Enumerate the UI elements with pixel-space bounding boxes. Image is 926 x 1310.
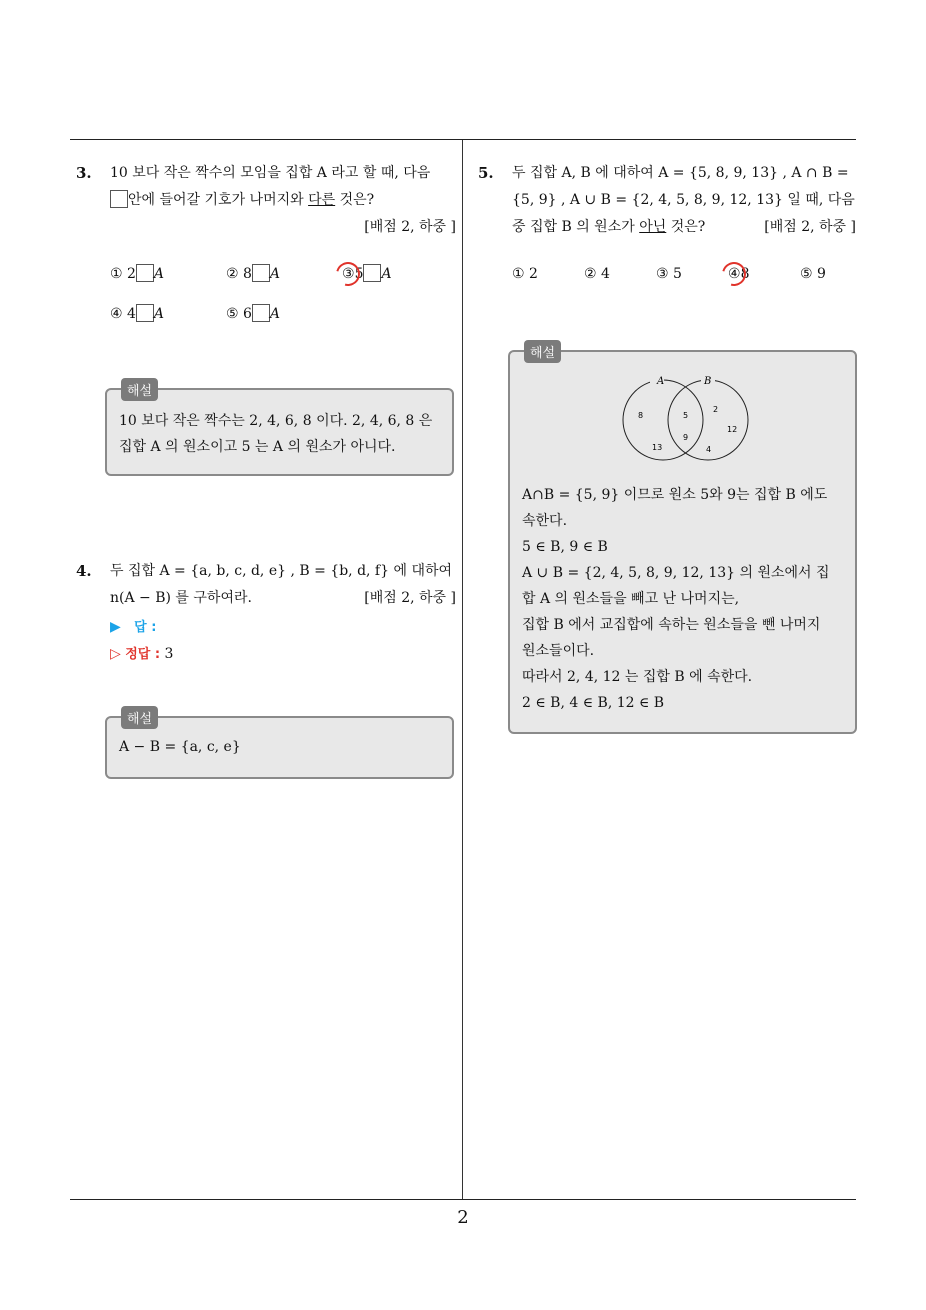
venn-element: 13	[652, 443, 663, 452]
explanation-text: A − B = {a, c, e}	[119, 739, 241, 755]
venn-element: 2	[713, 405, 719, 414]
underlined-word: 아닌	[639, 219, 667, 235]
question-line: 10 보다 작은 짝수의 모임을 집합 A 라고 할 때, 다음	[110, 165, 431, 181]
choice-1[interactable]: ① 2 A	[110, 266, 165, 282]
question-line: 두 집합 A = {a, b, c, d, e} , B = {b, d, f} 에 대하여	[110, 563, 453, 579]
selected-answer-mark	[332, 258, 365, 291]
blank-box	[252, 304, 270, 322]
set-a-circle	[623, 380, 703, 460]
top-rule	[70, 139, 856, 140]
play-arrow-icon: ▶	[110, 619, 121, 635]
outline-arrow-icon: ▷	[110, 646, 121, 662]
choice-2[interactable]: ② 8 A	[226, 266, 281, 282]
venn-element: 4	[706, 445, 712, 454]
venn-diagram	[610, 370, 760, 470]
explanation-text: A∩B = {5, 9} 이므로 원소 5와 9는 집합 B 에도 속한다. 5 ∈ B, 9 ∈ B A ∪ B = {2, 4, 5, 8, 9, 12, 13} 의 원소에서 집 합 A 의 원소들을 빼고 난 나머지는, 집합 B 에서 교집합에 속하는 원소들을 뺀 나머지 원소들이다. 따라서 2, 4, 12 는 집합 B 에 속한다. 2 ∈ B, 4 ∈ B, 12 ∈ B	[522, 487, 830, 711]
venn-element: 8	[638, 411, 644, 420]
page-number: 2	[457, 1207, 469, 1228]
explanation-box	[105, 712, 454, 779]
set-a-label: A	[657, 376, 665, 387]
blank-box	[110, 190, 128, 208]
blank-box	[136, 304, 154, 322]
explanation-tag: 해설	[524, 340, 561, 363]
selected-answer-mark	[718, 258, 751, 291]
blank-box	[252, 264, 270, 282]
explanation-text: 10 보다 작은 짝수는 2, 4, 6, 8 이다. 2, 4, 6, 8 은 집합 A 의 원소이고 5 는 A 의 원소가 아니다.	[119, 413, 433, 455]
blank-box	[363, 264, 381, 282]
choice-3[interactable]: ③ 5	[656, 266, 682, 282]
right-column	[478, 160, 860, 740]
choices	[512, 266, 852, 296]
points-label: [배점 2, 하중 ]	[364, 219, 456, 235]
points-label: [배점 2, 하중 ]	[364, 590, 456, 606]
choice-3[interactable]: ③5 A	[342, 264, 392, 282]
choice-4[interactable]: ④8	[728, 266, 749, 282]
explanation-tag: 해설	[121, 706, 158, 729]
choice-5[interactable]: ⑤ 6 A	[226, 306, 281, 322]
bottom-rule	[70, 1199, 856, 1200]
question-text	[110, 558, 456, 668]
question-line: 두 집합 A, B 에 대하여 A = {5, 8, 9, 13} , A ∩ B =	[512, 165, 849, 181]
question-line: 중 집합 B 의 원소가 아닌 것은? [배점 2, 하중 ]	[512, 214, 856, 241]
question-text	[110, 160, 456, 241]
choice-4[interactable]: ④ 4 A	[110, 306, 165, 322]
question-line: {5, 9} , A ∪ B = {2, 4, 5, 8, 9, 12, 13} 일 때, 다음	[512, 192, 855, 208]
correct-answer-line: ▷ 정답 : 3	[110, 646, 174, 662]
choice-5[interactable]: ⑤ 9	[800, 266, 826, 282]
venn-element: 5	[683, 411, 689, 420]
question-text	[512, 160, 856, 241]
blank-box	[136, 264, 154, 282]
underlined-word: 다른	[308, 192, 336, 208]
choice-2[interactable]: ② 4	[584, 266, 610, 282]
question-line: n(A − B) 를 구하여라. [배점 2, 하중 ]	[110, 585, 456, 612]
venn-element: 9	[683, 433, 689, 442]
question-number: 5.	[478, 164, 494, 182]
points-label: [배점 2, 하중 ]	[764, 219, 856, 235]
left-column	[76, 160, 456, 800]
question-number: 4.	[76, 562, 92, 580]
set-b-label: B	[704, 376, 712, 387]
venn-element: 12	[727, 425, 738, 434]
answer-line: ▶ 답 :	[110, 619, 157, 635]
column-divider	[462, 140, 463, 1200]
explanation-box	[105, 384, 454, 476]
choices	[110, 264, 450, 334]
explanation-tag: 해설	[121, 378, 158, 401]
explanation-box	[508, 346, 857, 734]
question-line: 안에 들어갈 기호가 나머지와 다른 것은?	[110, 187, 456, 214]
choice-1[interactable]: ① 2	[512, 266, 538, 282]
question-number: 3.	[76, 164, 92, 182]
